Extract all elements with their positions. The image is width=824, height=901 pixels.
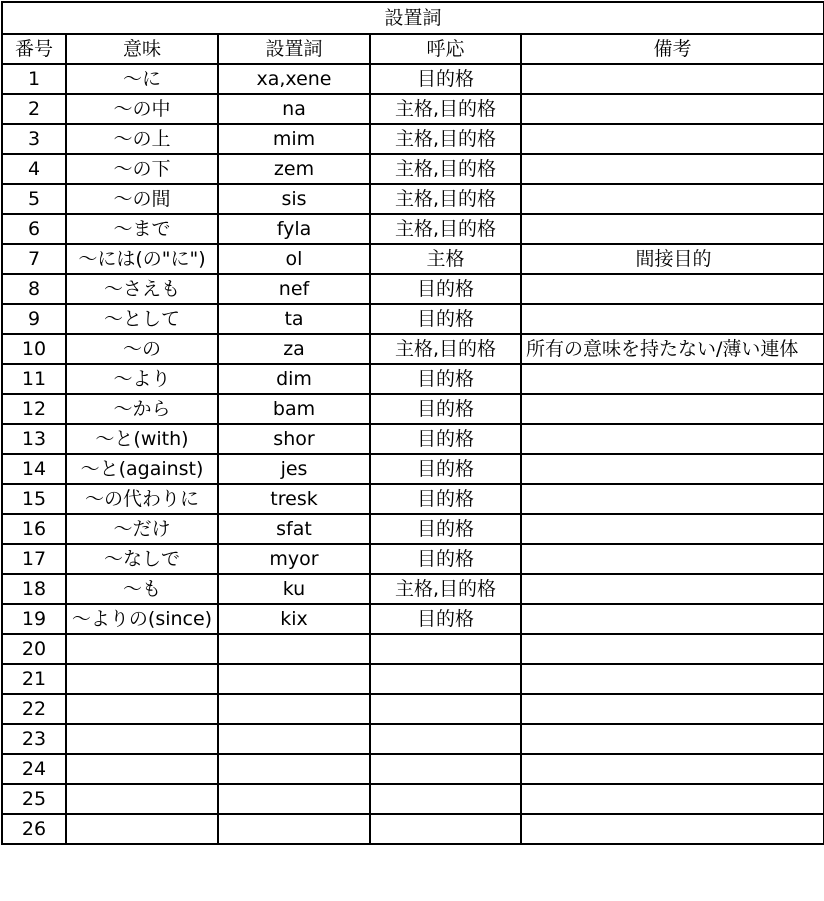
table-row (2, 484, 824, 514)
cell-number: 16 (2, 514, 66, 544)
cell-number: 21 (2, 664, 66, 694)
table-row (2, 634, 824, 664)
cell-agreement: 主格,目的格 (370, 214, 521, 244)
cell-meaning (66, 754, 218, 784)
cell-meaning: ～の中 (66, 94, 218, 124)
cell-word: ku (218, 574, 370, 604)
title-row (2, 2, 824, 34)
table-row (2, 394, 824, 424)
cell-word (218, 694, 370, 724)
cell-agreement: 主格,目的格 (370, 574, 521, 604)
cell-number: 12 (2, 394, 66, 424)
cell-notes (521, 604, 824, 634)
cell-notes (521, 394, 824, 424)
cell-meaning: ～だけ (66, 514, 218, 544)
cell-meaning: ～の間 (66, 184, 218, 214)
table-row (2, 154, 824, 184)
cell-notes (521, 724, 824, 754)
cell-agreement: 目的格 (370, 514, 521, 544)
cell-word: kix (218, 604, 370, 634)
cell-word: myor (218, 544, 370, 574)
cell-agreement (370, 664, 521, 694)
cell-notes (521, 214, 824, 244)
cell-number: 2 (2, 94, 66, 124)
cell-word: nef (218, 274, 370, 304)
cell-number: 17 (2, 544, 66, 574)
table-row (2, 424, 824, 454)
cell-notes (521, 634, 824, 664)
header-meaning: 意味 (66, 34, 218, 64)
cell-meaning (66, 724, 218, 754)
cell-agreement (370, 814, 521, 844)
cell-word: bam (218, 394, 370, 424)
cell-word (218, 664, 370, 694)
cell-agreement (370, 634, 521, 664)
cell-agreement: 主格,目的格 (370, 124, 521, 154)
cell-number: 24 (2, 754, 66, 784)
cell-number: 3 (2, 124, 66, 154)
cell-number: 9 (2, 304, 66, 334)
cell-word (218, 754, 370, 784)
particle-table (1, 1, 824, 845)
cell-agreement: 目的格 (370, 604, 521, 634)
table-row (2, 184, 824, 214)
cell-number: 23 (2, 724, 66, 754)
cell-meaning: ～なしで (66, 544, 218, 574)
cell-notes (521, 754, 824, 784)
cell-notes (521, 64, 824, 94)
cell-number: 25 (2, 784, 66, 814)
cell-agreement: 目的格 (370, 394, 521, 424)
cell-meaning (66, 814, 218, 844)
table-row (2, 94, 824, 124)
header-number: 番号 (2, 34, 66, 64)
cell-meaning (66, 694, 218, 724)
cell-notes (521, 424, 824, 454)
cell-word: sfat (218, 514, 370, 544)
header-word: 設置詞 (218, 34, 370, 64)
cell-word: ol (218, 244, 370, 274)
cell-meaning: ～に (66, 64, 218, 94)
cell-notes (521, 274, 824, 304)
cell-notes (521, 484, 824, 514)
cell-meaning: ～も (66, 574, 218, 604)
cell-meaning (66, 634, 218, 664)
cell-word: shor (218, 424, 370, 454)
cell-word: dim (218, 364, 370, 394)
cell-number: 11 (2, 364, 66, 394)
cell-word: tresk (218, 484, 370, 514)
cell-notes (521, 664, 824, 694)
cell-notes (521, 544, 824, 574)
cell-meaning: ～の (66, 334, 218, 364)
cell-notes (521, 694, 824, 724)
cell-number: 10 (2, 334, 66, 364)
cell-agreement: 主格,目的格 (370, 334, 521, 364)
cell-notes (521, 454, 824, 484)
cell-agreement: 目的格 (370, 454, 521, 484)
cell-number: 15 (2, 484, 66, 514)
cell-meaning: ～の上 (66, 124, 218, 154)
cell-meaning: ～には(の"に") (66, 244, 218, 274)
cell-notes: 間接目的 (521, 244, 824, 274)
cell-agreement: 主格,目的格 (370, 94, 521, 124)
cell-word: za (218, 334, 370, 364)
cell-meaning (66, 664, 218, 694)
cell-word (218, 784, 370, 814)
cell-agreement: 目的格 (370, 364, 521, 394)
cell-meaning: ～として (66, 304, 218, 334)
cell-notes (521, 184, 824, 214)
cell-word: ta (218, 304, 370, 334)
cell-meaning (66, 784, 218, 814)
cell-number: 19 (2, 604, 66, 634)
table-title: 設置詞 (2, 2, 824, 34)
table-row (2, 574, 824, 604)
table-row (2, 454, 824, 484)
cell-agreement: 目的格 (370, 484, 521, 514)
table-row (2, 334, 824, 364)
cell-agreement: 主格,目的格 (370, 154, 521, 184)
header-notes: 備考 (521, 34, 824, 64)
cell-notes (521, 514, 824, 544)
table-body (2, 64, 824, 844)
cell-number: 6 (2, 214, 66, 244)
cell-notes (521, 154, 824, 184)
table-row (2, 784, 824, 814)
cell-number: 20 (2, 634, 66, 664)
table-row (2, 274, 824, 304)
cell-notes (521, 814, 824, 844)
table-row (2, 604, 824, 634)
cell-agreement (370, 754, 521, 784)
cell-notes (521, 574, 824, 604)
cell-notes (521, 784, 824, 814)
cell-agreement: 目的格 (370, 424, 521, 454)
cell-number: 8 (2, 274, 66, 304)
cell-meaning: ～より (66, 364, 218, 394)
cell-word: mim (218, 124, 370, 154)
cell-agreement (370, 694, 521, 724)
cell-meaning: ～さえも (66, 274, 218, 304)
cell-meaning: ～まで (66, 214, 218, 244)
cell-notes (521, 124, 824, 154)
cell-meaning: ～と(against) (66, 454, 218, 484)
cell-word: xa,xene (218, 64, 370, 94)
cell-meaning: ～と(with) (66, 424, 218, 454)
table-row (2, 754, 824, 784)
cell-number: 26 (2, 814, 66, 844)
cell-word: na (218, 94, 370, 124)
table-row (2, 694, 824, 724)
cell-number: 5 (2, 184, 66, 214)
cell-meaning: ～から (66, 394, 218, 424)
cell-meaning: ～よりの(since) (66, 604, 218, 634)
cell-word (218, 814, 370, 844)
cell-number: 22 (2, 694, 66, 724)
cell-agreement (370, 724, 521, 754)
cell-notes: 所有の意味を持たない/薄い連体 (521, 334, 824, 364)
table-row (2, 124, 824, 154)
cell-number: 14 (2, 454, 66, 484)
cell-meaning: ～の下 (66, 154, 218, 184)
cell-number: 1 (2, 64, 66, 94)
cell-agreement: 主格 (370, 244, 521, 274)
cell-agreement: 目的格 (370, 64, 521, 94)
cell-agreement: 目的格 (370, 304, 521, 334)
cell-notes (521, 364, 824, 394)
header-agreement: 呼応 (370, 34, 521, 64)
table-row (2, 214, 824, 244)
cell-agreement: 目的格 (370, 544, 521, 574)
cell-word: zem (218, 154, 370, 184)
cell-number: 13 (2, 424, 66, 454)
cell-agreement: 目的格 (370, 274, 521, 304)
cell-word: jes (218, 454, 370, 484)
table-row (2, 724, 824, 754)
cell-agreement (370, 784, 521, 814)
table-row (2, 514, 824, 544)
cell-meaning: ～の代わりに (66, 484, 218, 514)
table-row (2, 364, 824, 394)
table-row (2, 544, 824, 574)
cell-notes (521, 304, 824, 334)
table-row (2, 814, 824, 844)
cell-number: 18 (2, 574, 66, 604)
table-row (2, 244, 824, 274)
cell-word (218, 634, 370, 664)
table-row (2, 64, 824, 94)
header-row (2, 34, 824, 64)
cell-number: 7 (2, 244, 66, 274)
cell-word: fyla (218, 214, 370, 244)
table-row (2, 304, 824, 334)
cell-agreement: 主格,目的格 (370, 184, 521, 214)
cell-notes (521, 94, 824, 124)
cell-word: sis (218, 184, 370, 214)
cell-number: 4 (2, 154, 66, 184)
table-row (2, 664, 824, 694)
cell-word (218, 724, 370, 754)
